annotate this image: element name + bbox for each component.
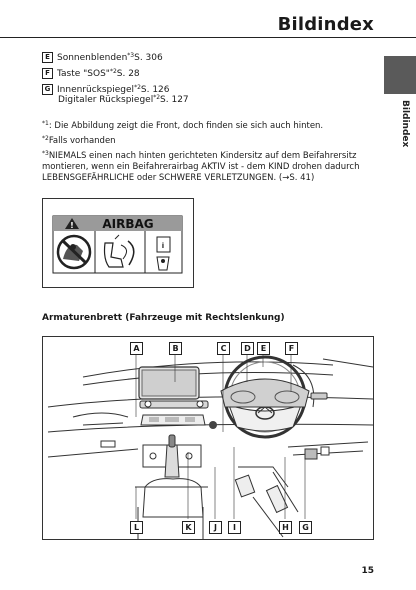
callout-i: I [228,521,241,534]
callout-f: F [285,342,298,355]
footnote-marker: *2 [134,84,141,91]
reference-page: S. 127 [160,95,189,105]
footnote-marker: *2 [42,135,49,142]
footnote-marker: *1 [42,120,49,127]
callout-g: G [299,521,312,534]
callout-h: H [279,521,292,534]
page-title: Bildindex [277,14,374,35]
footnote-text: Falls vorhanden [48,136,116,146]
reference-letter-box: F [42,68,53,79]
callout-c: C [217,342,230,355]
callout-j: J [209,521,222,534]
reference-row [42,68,140,80]
dashboard-illustration-frame [42,336,374,540]
page-number: 15 [361,566,374,576]
title-rule [0,37,416,38]
reference-text: Sonnenblenden [57,53,128,63]
reference-row [58,95,189,106]
callout-k: K [182,521,195,534]
footnote-marker: *2 [109,68,117,75]
reference-letter-box: E [42,52,53,63]
section-side-label: Bildindex [400,100,410,148]
airbag-warning-label [43,199,193,287]
svg-text:!: ! [70,221,74,230]
reference-text: Taste "SOS" [57,69,110,79]
reference-letter-box: G [42,84,53,95]
section-heading: Armaturenbrett (Fahrzeuge mit Rechtslenkung) [42,313,285,323]
footnote-text: : Die Abbildung zeigt die Front, doch finden sie sich auch hinten. [48,121,324,131]
footnote [42,151,372,184]
footnote-marker: *3 [127,52,135,59]
footnote [42,136,372,147]
footnote-marker: *2 [153,94,161,101]
reference-text: Digitaler Rückspiegel [58,95,154,105]
callout-a: A [130,342,143,355]
callout-l: L [130,521,143,534]
airbag-label-title: AIRBAG [102,217,154,231]
gear-lever-icon [165,445,179,477]
footnote-marker: *3 [42,150,49,157]
airbag-warning-label-frame [42,198,194,288]
footnote [42,121,372,132]
callout-e: E [257,342,270,355]
section-side-tab [384,56,416,94]
callout-d: D [241,342,254,355]
reference-page: S. 306 [134,53,163,63]
reference-text: Innenrückspiegel [57,85,135,95]
footnote-text: NIEMALS einen nach hinten gerichteten Kindersitz auf dem Beifahrersitz montieren, wenn ein Beifahrerairbag AKTIV ist - dem KIND drohen dadurch LEBENSGEFÄHRLICHE oder SCHWERE VERLETZUNGEN. (→S. 41) [42,151,360,183]
svg-text:i: i [161,242,165,250]
callout-b: B [169,342,182,355]
dashboard-illustration [43,337,373,539]
reference-page: S. 126 [140,85,170,95]
reference-row [42,52,163,64]
reference-page: S. 28 [116,69,140,79]
